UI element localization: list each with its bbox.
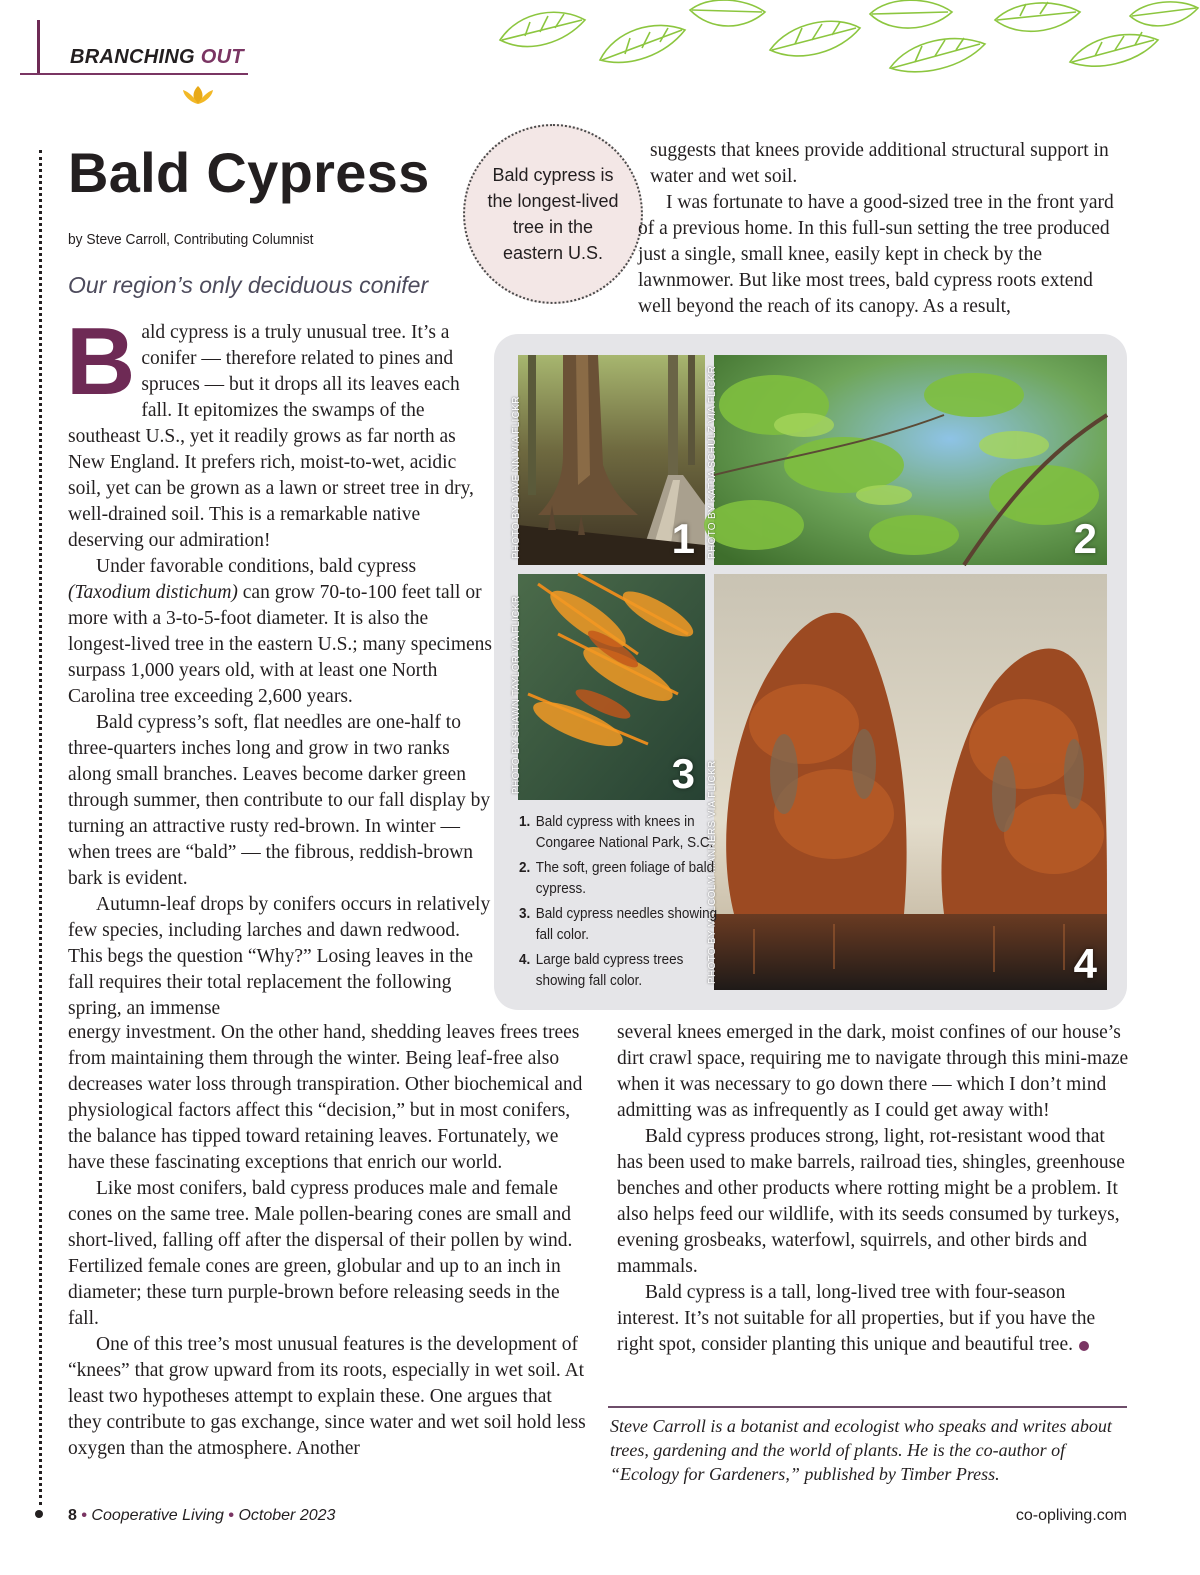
caption-number: 4. bbox=[519, 952, 531, 968]
leaves-decoration bbox=[490, 0, 1200, 72]
paragraph-4a: Autumn-leaf drops by conifers occurs in relatively few species, including larches and dawn redwood. This begs the question “Why?” Losing leaves in the fall requires their total replacement the following spring, an immense bbox=[68, 894, 491, 1019]
drop-cap: B bbox=[66, 308, 136, 415]
dotted-rule bbox=[39, 150, 42, 1505]
caption-number: 1. bbox=[519, 814, 531, 830]
issue-date: October 2023 bbox=[238, 1507, 336, 1524]
column-right-bottom bbox=[617, 1020, 1132, 1358]
section-word-2: OUT bbox=[200, 46, 244, 68]
paragraph-3: Bald cypress’s soft, flat needles are one-half to three-quarters inches long and grow in two ranks along small branches. Leaves become darker green through summer, then contribute to our fall display by turning an attractive rusty red-brown. In winter — when trees are “bald” — the fibrous, reddish-brown bark is evident. bbox=[68, 712, 491, 889]
photo-green-foliage bbox=[707, 355, 1107, 565]
photo-number: 1 bbox=[671, 515, 695, 562]
paragraph-7a: I was fortunate to have a good-sized tree in the front yard of a previous home. In this full-sun setting the tree produced just a single, small knee, easily kept in check by the lawnmower. But like most trees, bald cypress roots extend well beyond the reach of its canopy. As a result, bbox=[638, 192, 1114, 317]
caption-item bbox=[519, 950, 722, 992]
lotus-icon bbox=[178, 84, 218, 106]
caption-item bbox=[519, 904, 722, 946]
photo-credit: PHOTO BY SHAWN TAYLOR VIA FLICKR bbox=[511, 595, 522, 794]
photo-number: 4 bbox=[1073, 940, 1097, 987]
footer-separator: • bbox=[228, 1507, 235, 1524]
caption-item bbox=[519, 858, 722, 900]
photo-credit: PHOTO BY MALCOLM MANNERS VIA FLICKR bbox=[707, 760, 718, 984]
photo-cypress-knees bbox=[511, 355, 705, 565]
paragraph-4b: energy investment. On the other hand, shedding leaves frees trees from maintaining them through the winter. Being leaf-free also decreases water loss through transpiration. Other biochemical and physiological factors affect this “decision,” but in most conifers, the balance has tipped toward retaining leaves. Fortunately, we have these fascinating exceptions that enrich our world. bbox=[68, 1022, 583, 1173]
section-label bbox=[70, 46, 244, 69]
column-top-right bbox=[620, 138, 1130, 320]
caption-number: 3. bbox=[519, 906, 531, 922]
footer-folio bbox=[68, 1507, 335, 1525]
paragraph-6-continued: suggests that knees provide additional structural support in water and wet soil. bbox=[650, 140, 1109, 187]
caption-text: Bald cypress with knees in Congaree National Park, S.C. bbox=[535, 814, 714, 851]
section-rule bbox=[20, 73, 248, 75]
author-bio: Steve Carroll is a botanist and ecologist who speaks and writes about trees, gardening and the world of plants. He is the co-author of “Ecology for Gardeners,” published by Timber Press. bbox=[610, 1416, 1112, 1484]
paragraph-8: Bald cypress produces strong, light, rot-resistant wood that has been used to make barrels, railroad ties, shingles, greenhouse benches and other products where rotting might be a problem. It also helps feed our wildlife, with its seeds consumed by turkeys, evening grosbeaks, waterfowl, squirrels, and other birds and mammals. bbox=[617, 1126, 1125, 1277]
byline: by Steve Carroll, Contributing Columnist bbox=[68, 231, 314, 248]
photo-credit: PHOTO BY KATJA SCHULZ VIA FLICKR bbox=[707, 366, 718, 559]
pull-quote-text: Bald cypress is the longest-lived tree in the eastern U.S. bbox=[487, 165, 619, 263]
caption-item bbox=[519, 812, 722, 854]
end-mark-icon bbox=[1079, 1341, 1089, 1351]
footer-separator: • bbox=[81, 1507, 87, 1524]
paragraph-5: Like most conifers, bald cypress produces male and female cones on the same tree. Male pollen-bearing cones are small and short-lived, falling off after the dispersal of their pollen by wind. Fertilized female cones are green, globular and up to an inch in diameter; these turn purple-brown before releasing seeds in the fall. bbox=[68, 1178, 573, 1329]
photo-number: 3 bbox=[671, 750, 695, 797]
dek: Our region’s only deciduous conifer bbox=[68, 272, 429, 298]
bio-rule bbox=[608, 1406, 1127, 1408]
website[interactable]: co-opliving.com bbox=[1015, 1507, 1127, 1524]
column-left-wide bbox=[68, 1020, 588, 1462]
page-number: 8 bbox=[68, 1507, 77, 1524]
pull-quote bbox=[463, 124, 643, 304]
rule-end-dot bbox=[35, 1510, 43, 1518]
paragraph-2: Under favorable conditions, bald cypress (Taxodium distichum) can grow 70-to-100 feet tall or more with a 3-to-5-foot diameter. It is also the longest-lived tree in the eastern U.S.; many specimens surpass 1,000 years old, with at least one North Carolina tree exceeding 2,600 years. bbox=[68, 556, 493, 707]
column-left bbox=[66, 308, 493, 1022]
photo-number: 2 bbox=[1073, 515, 1097, 562]
photo-cypress-trees bbox=[707, 574, 1107, 990]
paragraph-1: Bald cypress is a truly unusual tree. It’s a conifer — therefore related to pines and spruces — but it drops all its leaves each fall. It epitomizes the swamps of the southeast U.S., yet it readily grows as far north as New England. It prefers rich, moist-to-wet, acidic soil, yet can be grown as a lawn or street tree in dry, well-drained soil. This is a remarkable native deserving our admiration! bbox=[66, 308, 474, 551]
paragraph-7b: several knees emerged in the dark, moist confines of our house’s dirt crawl space, requiring me to navigate through this mini-maze when it was necessary to go down there — which I don’t mind admitting was as infrequently as I could get away with! bbox=[617, 1022, 1129, 1121]
caption-text: The soft, green foliage of bald cypress. bbox=[535, 860, 715, 897]
paragraph-6: One of this tree’s most unusual features is the development of “knees” that grow upward from its roots, especially in wet soil. At least two hypotheses attempt to explain these. One argues that they contribute to gas exchange, since water and wet soil hold less oxygen than the atmosphere. Another bbox=[68, 1334, 586, 1459]
scientific-name: (Taxodium distichum) bbox=[68, 582, 238, 603]
caption-text: Large bald cypress trees showing fall color. bbox=[535, 952, 684, 989]
photo-credit: PHOTO BY DAVE NN VIA FLICKR bbox=[511, 396, 522, 559]
photo-fall-needles bbox=[511, 574, 705, 800]
section-bar bbox=[37, 20, 40, 74]
paragraph-9: Bald cypress is a tall, long-lived tree with four-season interest. It’s not suitable for all properties, but if you have the right spot, consider planting this unique and beautiful tree. bbox=[617, 1282, 1096, 1355]
caption-number: 2. bbox=[519, 860, 531, 876]
article-title: Bald Cypress bbox=[68, 141, 430, 204]
caption-text: Bald cypress needles showing fall color. bbox=[535, 906, 718, 943]
section-word-1: BRANCHING bbox=[70, 46, 201, 68]
publication-name: Cooperative Living bbox=[91, 1507, 224, 1524]
